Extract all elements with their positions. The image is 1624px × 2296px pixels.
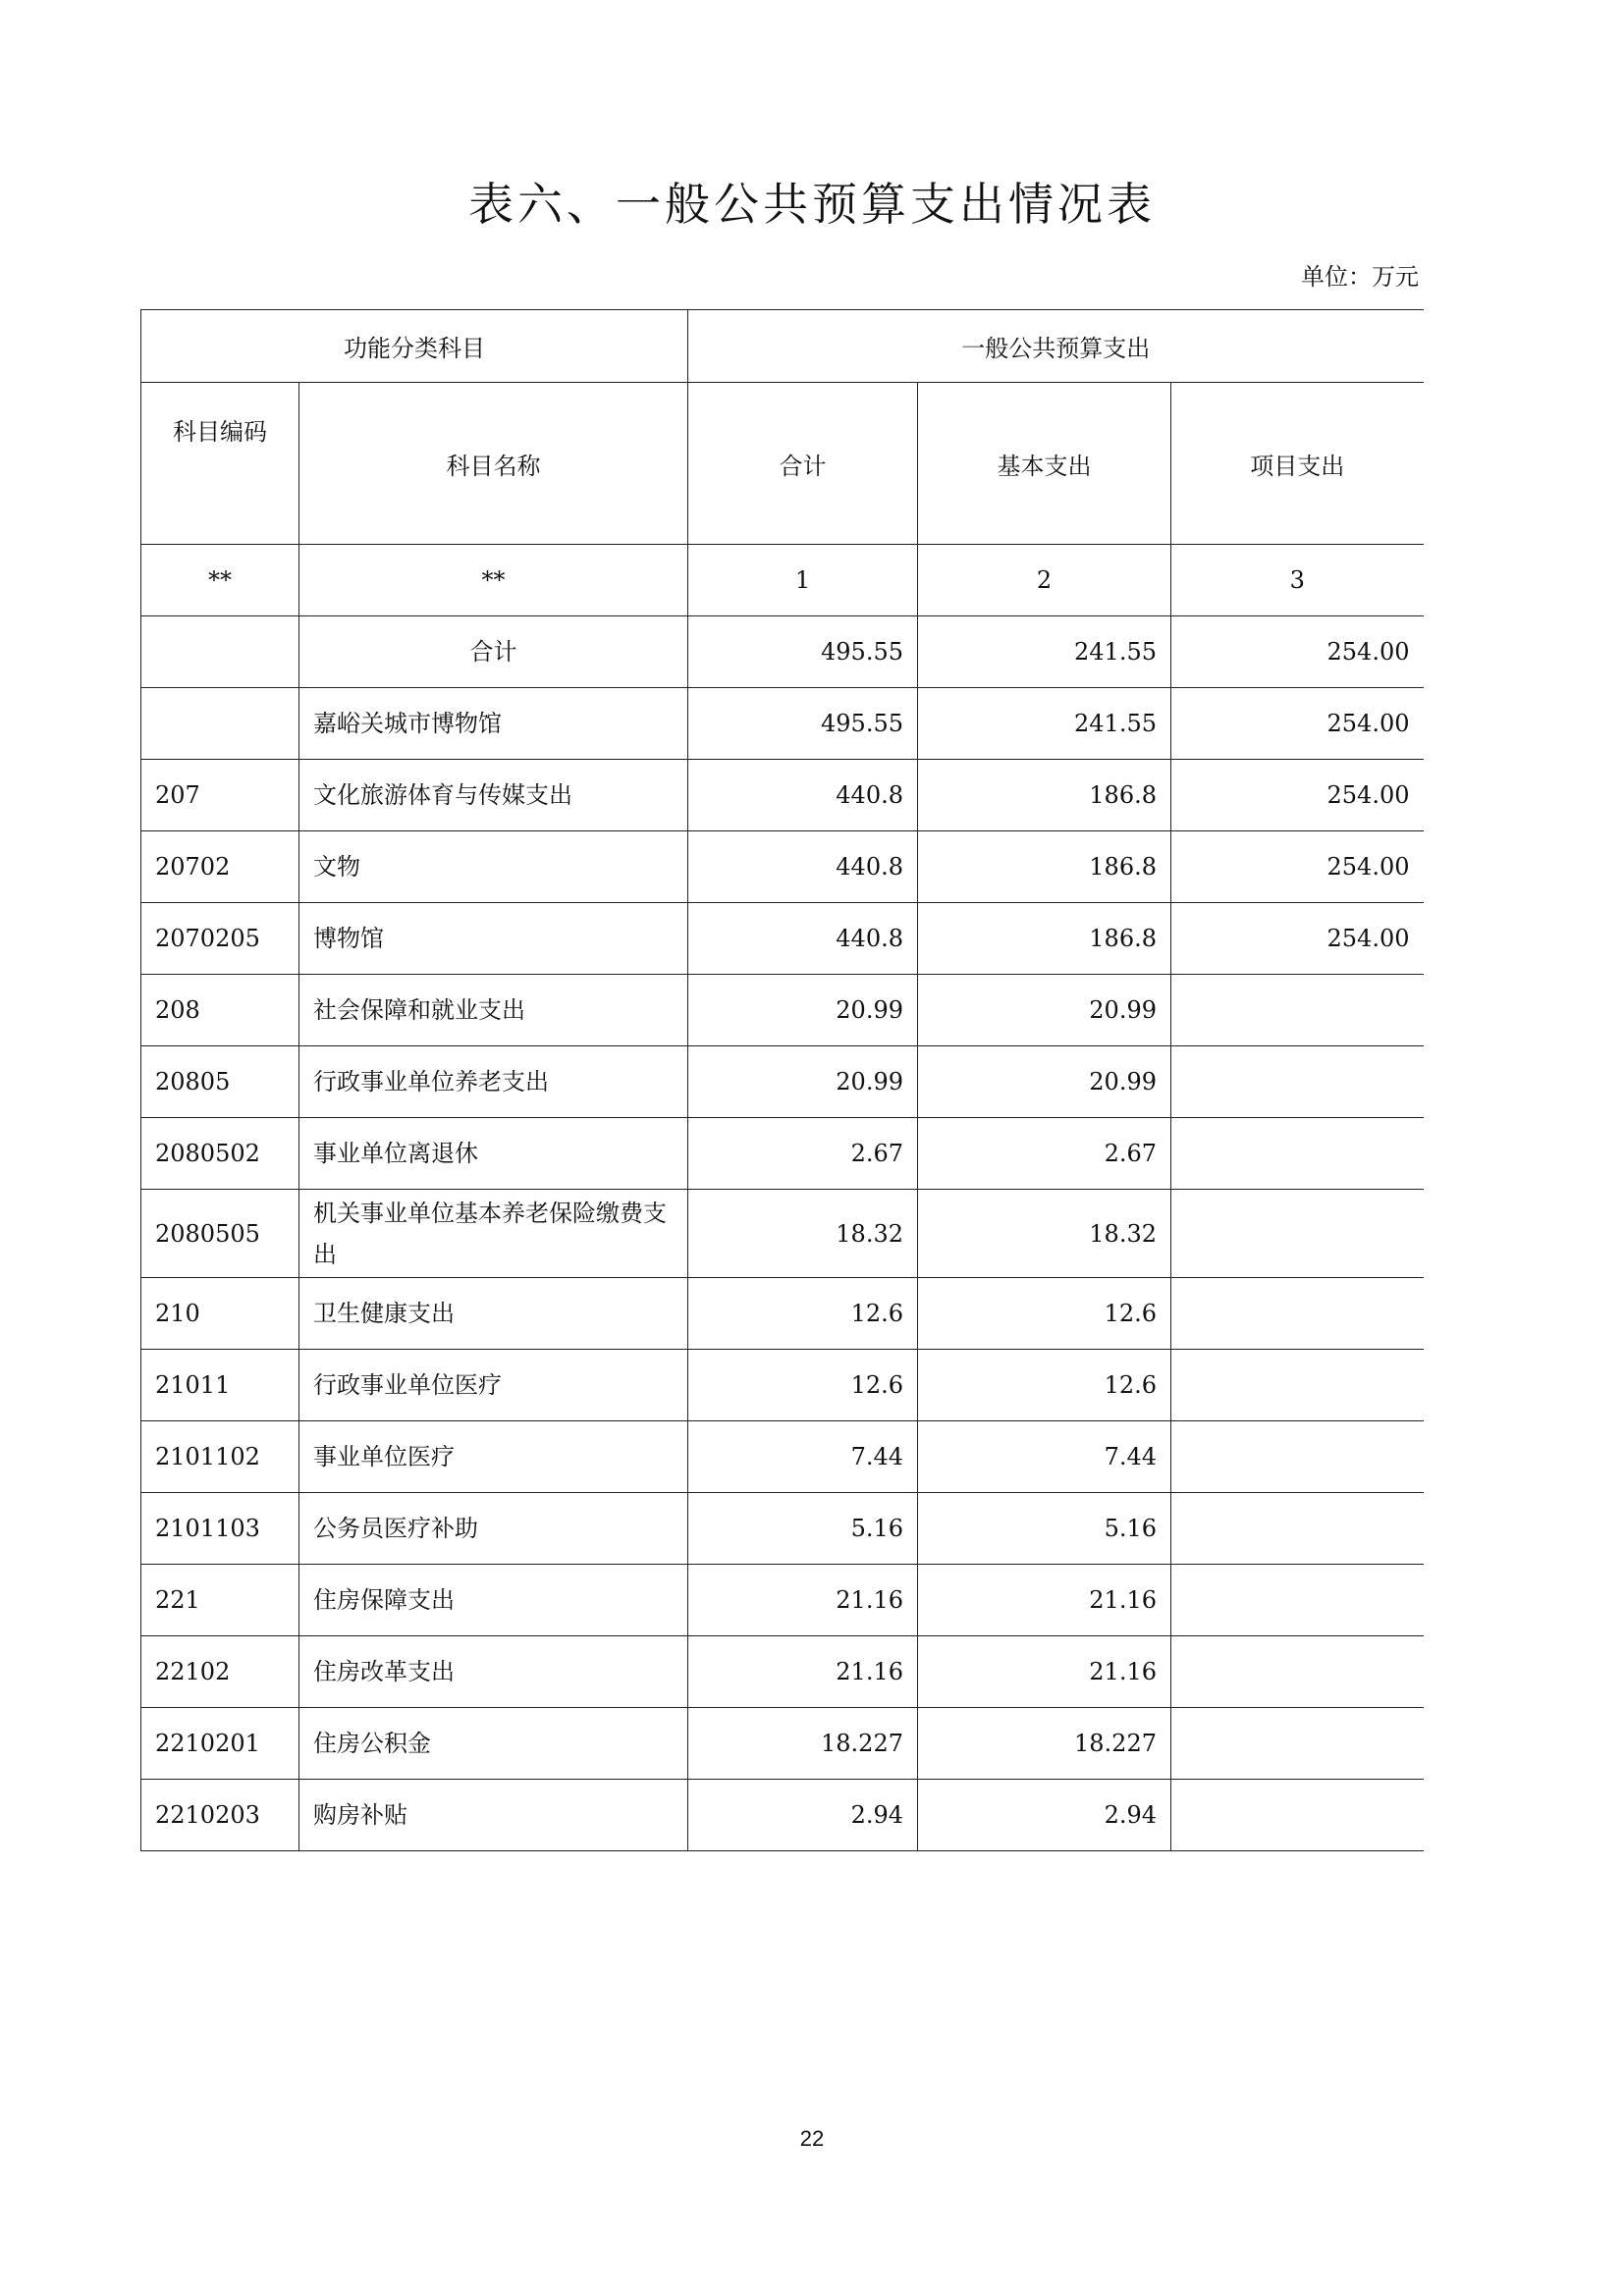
- project-expense-cell: 254.00: [1171, 616, 1424, 688]
- project-expense-cell: [1171, 1350, 1424, 1421]
- subject-name-cell: 购房补贴: [299, 1780, 688, 1851]
- basic-expense-cell: 186.8: [918, 903, 1171, 975]
- subject-name-cell: 合计: [299, 616, 688, 688]
- total-cell: 7.44: [688, 1421, 918, 1493]
- total-cell: 20.99: [688, 1046, 918, 1118]
- total-cell: 495.55: [688, 616, 918, 688]
- basic-expense-cell: 186.8: [918, 831, 1171, 903]
- subject-code-cell: 207: [141, 760, 299, 831]
- header-group-row: [141, 310, 1424, 383]
- header-general-budget-expense: 一般公共预算支出: [688, 310, 1424, 383]
- index-cell: 2: [918, 545, 1171, 616]
- subject-name-cell: 文物: [299, 831, 688, 903]
- project-expense-cell: [1171, 975, 1424, 1046]
- subject-code-cell: 2070205: [141, 903, 299, 975]
- subject-code-cell: 221: [141, 1565, 299, 1636]
- total-cell: 2.67: [688, 1118, 918, 1190]
- project-expense-cell: [1171, 1708, 1424, 1780]
- table-row: [141, 831, 1424, 903]
- table-row: [141, 1708, 1424, 1780]
- subject-code-cell: 2101102: [141, 1421, 299, 1493]
- subject-name-cell: 住房保障支出: [299, 1565, 688, 1636]
- table-row: [141, 1046, 1424, 1118]
- basic-expense-cell: 12.6: [918, 1278, 1171, 1350]
- subject-name-cell: 公务员医疗补助: [299, 1493, 688, 1565]
- basic-expense-cell: 5.16: [918, 1493, 1171, 1565]
- basic-expense-cell: 20.99: [918, 1046, 1171, 1118]
- subject-code-cell: 2080502: [141, 1118, 299, 1190]
- table-row: [141, 1780, 1424, 1851]
- basic-expense-cell: 18.227: [918, 1708, 1171, 1780]
- subject-name-cell: 社会保障和就业支出: [299, 975, 688, 1046]
- header-total: 合计: [688, 383, 918, 545]
- index-cell: **: [299, 545, 688, 616]
- subject-code-cell: [141, 616, 299, 688]
- subject-code-cell: 20702: [141, 831, 299, 903]
- project-expense-cell: 254.00: [1171, 688, 1424, 760]
- project-expense-cell: [1171, 1190, 1424, 1278]
- index-cell: 1: [688, 545, 918, 616]
- basic-expense-cell: 7.44: [918, 1421, 1171, 1493]
- basic-expense-cell: 21.16: [918, 1636, 1171, 1708]
- project-expense-cell: [1171, 1636, 1424, 1708]
- subject-code-cell: 20805: [141, 1046, 299, 1118]
- header-subject-name: 科目名称: [299, 383, 688, 545]
- table-row: [141, 1421, 1424, 1493]
- header-project-expense: 项目支出: [1171, 383, 1424, 545]
- subject-name-cell: 卫生健康支出: [299, 1278, 688, 1350]
- subject-code-cell: 208: [141, 975, 299, 1046]
- subject-code-cell: 2210203: [141, 1780, 299, 1851]
- page-title: 表六、一般公共预算支出情况表: [468, 178, 1156, 231]
- page-number: 22: [799, 2126, 825, 2151]
- project-expense-cell: [1171, 1780, 1424, 1851]
- index-row: [141, 545, 1424, 616]
- project-expense-cell: [1171, 1046, 1424, 1118]
- total-cell: 5.16: [688, 1493, 918, 1565]
- table-row: [141, 616, 1424, 688]
- project-expense-cell: 254.00: [1171, 903, 1424, 975]
- subject-code-cell: [141, 688, 299, 760]
- total-cell: 12.6: [688, 1350, 918, 1421]
- index-cell: 3: [1171, 545, 1424, 616]
- subject-name-cell: 嘉峪关城市博物馆: [299, 688, 688, 760]
- total-cell: 440.8: [688, 903, 918, 975]
- total-cell: 18.227: [688, 1708, 918, 1780]
- subject-code-cell: 21011: [141, 1350, 299, 1421]
- subject-code-cell: 22102: [141, 1636, 299, 1708]
- unit-label: 单位：万元: [1301, 263, 1419, 291]
- basic-expense-cell: 18.32: [918, 1190, 1171, 1278]
- basic-expense-cell: 2.67: [918, 1118, 1171, 1190]
- subject-name-cell: 住房公积金: [299, 1708, 688, 1780]
- total-cell: 495.55: [688, 688, 918, 760]
- subject-name-cell: 博物馆: [299, 903, 688, 975]
- table-row: [141, 760, 1424, 831]
- project-expense-cell: 254.00: [1171, 831, 1424, 903]
- total-cell: 12.6: [688, 1278, 918, 1350]
- subject-name-cell: 住房改革支出: [299, 1636, 688, 1708]
- subject-name-cell: 行政事业单位医疗: [299, 1350, 688, 1421]
- header-basic-expense: 基本支出: [918, 383, 1171, 545]
- total-cell: 440.8: [688, 760, 918, 831]
- total-cell: 21.16: [688, 1565, 918, 1636]
- basic-expense-cell: 241.55: [918, 688, 1171, 760]
- project-expense-cell: [1171, 1421, 1424, 1493]
- project-expense-cell: 254.00: [1171, 760, 1424, 831]
- subject-name-cell: 行政事业单位养老支出: [299, 1046, 688, 1118]
- budget-table: [140, 309, 1424, 1851]
- subject-code-cell: 2080505: [141, 1190, 299, 1278]
- table-row: [141, 1278, 1424, 1350]
- table-row: [141, 975, 1424, 1046]
- index-cell: **: [141, 545, 299, 616]
- subject-code-cell: 2101103: [141, 1493, 299, 1565]
- table-row: [141, 1493, 1424, 1565]
- basic-expense-cell: 2.94: [918, 1780, 1171, 1851]
- project-expense-cell: [1171, 1278, 1424, 1350]
- basic-expense-cell: 186.8: [918, 760, 1171, 831]
- total-cell: 21.16: [688, 1636, 918, 1708]
- table-row: [141, 688, 1424, 760]
- subject-name-cell: 机关事业单位基本养老保险缴费支出: [299, 1190, 688, 1278]
- basic-expense-cell: 20.99: [918, 975, 1171, 1046]
- table-row: [141, 1350, 1424, 1421]
- project-expense-cell: [1171, 1565, 1424, 1636]
- basic-expense-cell: 21.16: [918, 1565, 1171, 1636]
- table-row: [141, 1118, 1424, 1190]
- total-cell: 20.99: [688, 975, 918, 1046]
- table-row: [141, 903, 1424, 975]
- project-expense-cell: [1171, 1493, 1424, 1565]
- basic-expense-cell: 241.55: [918, 616, 1171, 688]
- basic-expense-cell: 12.6: [918, 1350, 1171, 1421]
- subject-name-cell: 事业单位医疗: [299, 1421, 688, 1493]
- subject-name-cell: 事业单位离退休: [299, 1118, 688, 1190]
- subject-name-cell: 文化旅游体育与传媒支出: [299, 760, 688, 831]
- project-expense-cell: [1171, 1118, 1424, 1190]
- subject-code-cell: 210: [141, 1278, 299, 1350]
- total-cell: 2.94: [688, 1780, 918, 1851]
- subject-code-cell: 2210201: [141, 1708, 299, 1780]
- table-row: [141, 1190, 1424, 1278]
- table-row: [141, 1636, 1424, 1708]
- total-cell: 440.8: [688, 831, 918, 903]
- header-subject-code: 科目编码: [141, 383, 299, 545]
- header-column-row: [141, 383, 1424, 545]
- total-cell: 18.32: [688, 1190, 918, 1278]
- table-row: [141, 1565, 1424, 1636]
- header-functional-classification: 功能分类科目: [141, 310, 688, 383]
